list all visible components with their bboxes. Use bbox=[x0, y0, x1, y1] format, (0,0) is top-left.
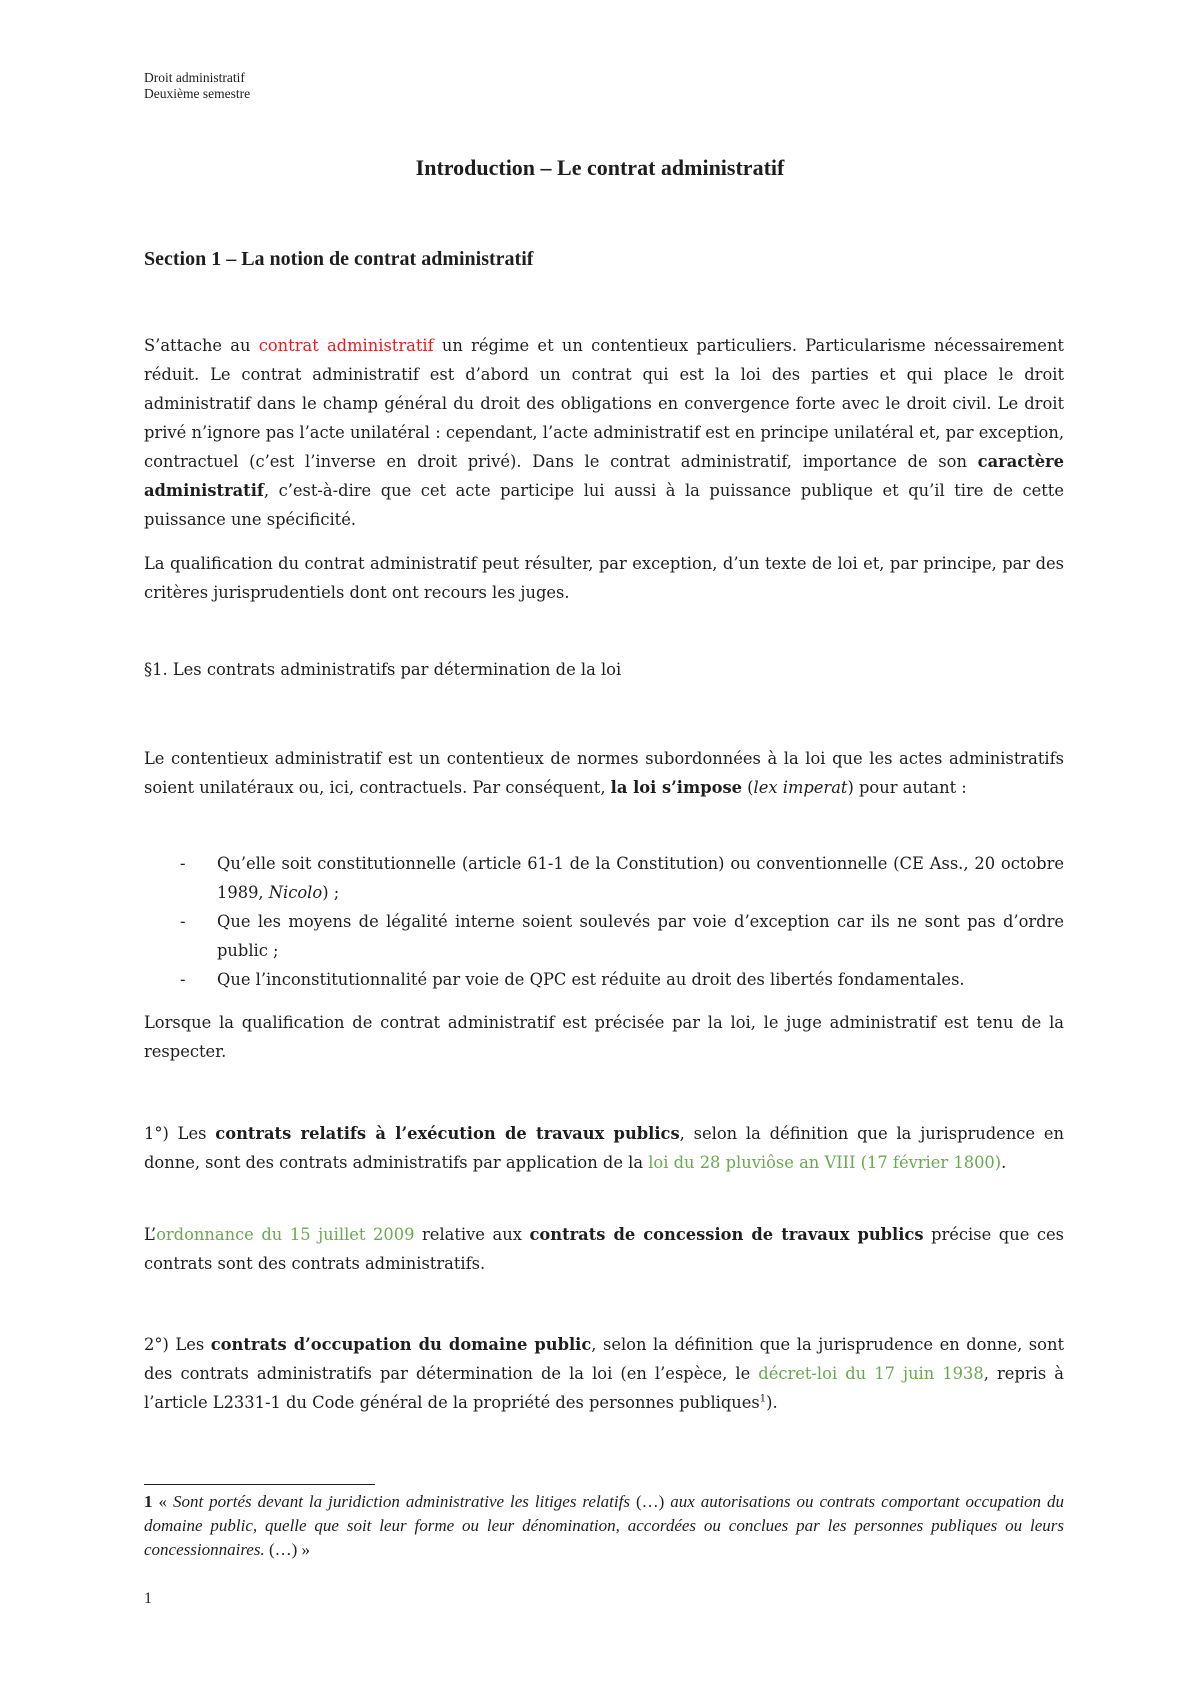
text-run: 1°) Les bbox=[144, 1124, 216, 1143]
text-run: , repris à l’article L2331-1 du Code général de la propriété des personnes publiques bbox=[144, 1364, 1064, 1412]
text-run: précise que ces contrats sont des contrats administratifs. bbox=[144, 1225, 1065, 1273]
paragraph-intro bbox=[144, 331, 1064, 534]
text-run: 2°) Les bbox=[144, 1335, 211, 1354]
document-title: Introduction – Le contrat administratif bbox=[415, 155, 785, 180]
paragraph-travaux-publics bbox=[144, 1119, 1064, 1177]
bold-term: la loi s’impose bbox=[610, 778, 742, 797]
bold-term: contrats d’occupation du domaine public bbox=[210, 1335, 592, 1354]
list-item bbox=[144, 907, 1064, 965]
text-run: un régime et un contentieux particuliers. Particularisme nécessairement réduit. Le contrat administratif est d’abord un contrat qui est la loi des parties et qui place le droit administratif dans le champ général du droit des obligations en convergence forte avec le droit civil. Le droit privé n’ignore pas l’acte unilatéral : cependant, l’acte administratif est en principe unilatéral et, par exception, contractuel (c’est l’inverse en droit privé). Dans le contrat administratif, importance de son bbox=[144, 336, 1064, 471]
text-run: relative aux bbox=[414, 1225, 530, 1244]
paragraph-qualification bbox=[144, 549, 1064, 607]
footnote-ref[interactable]: 1 bbox=[759, 1393, 767, 1405]
highlight-term: contrat administratif bbox=[258, 336, 434, 355]
text-run: ) pour autant : bbox=[847, 778, 967, 797]
header-course: Droit administratif bbox=[144, 70, 245, 85]
bold-term: caractère administratif bbox=[144, 452, 1064, 500]
bold-term: contrats relatifs à l’exécution de travaux publics bbox=[215, 1124, 680, 1143]
text-run: (…) bbox=[629, 1492, 671, 1511]
list-item bbox=[144, 849, 1064, 907]
text-run: Lorsque la qualification de contrat administratif est précisée par la loi, le juge administratif est tenu de la respecter. bbox=[144, 1013, 1064, 1061]
bullet-dash: - bbox=[180, 970, 186, 989]
document-header bbox=[144, 70, 250, 102]
footnote-number: 1 bbox=[144, 1492, 153, 1511]
text-run: Que l’inconstitutionnalité par voie de QPC est réduite au droit des libertés fondamentales. bbox=[217, 970, 965, 989]
bullet-list bbox=[144, 849, 1064, 994]
footnote bbox=[144, 1490, 1064, 1562]
paragraph-qualification-loi bbox=[144, 1008, 1064, 1066]
text-run: ). bbox=[766, 1393, 778, 1412]
paragraph-ordonnance bbox=[144, 1220, 1064, 1278]
text-run: ) ; bbox=[322, 883, 340, 902]
bullet-dash: - bbox=[180, 854, 186, 873]
paragraph-contentieux bbox=[144, 744, 1064, 802]
bullet-dash: - bbox=[180, 912, 186, 931]
text-run: . bbox=[1001, 1153, 1007, 1172]
footnote-separator bbox=[144, 1484, 375, 1485]
text-run: ( bbox=[742, 778, 754, 797]
text-run: S’attache au bbox=[144, 336, 259, 355]
text-run: L’ bbox=[144, 1225, 157, 1244]
header-semester: Deuxième semestre bbox=[144, 86, 251, 101]
footnote-quote: aux autorisations ou contrats comportant occupation du domaine public, quelle que soit leur forme ou leur dénomination, accordées ou conclues par les personnes publiques ou leurs concessionnaires. bbox=[144, 1492, 1065, 1559]
text-run: , c’est-à-dire que cet acte participe lui aussi à la puissance publique et qu’il tire de cette puissance une spécificité. bbox=[144, 481, 1064, 529]
bold-term: contrats de concession de travaux publics bbox=[529, 1225, 924, 1244]
legal-reference: ordonnance du 15 juillet 2009 bbox=[156, 1225, 415, 1244]
italic-term: Nicolo bbox=[268, 883, 323, 902]
text-run: « bbox=[152, 1492, 173, 1511]
page-number: 1 bbox=[144, 1590, 152, 1607]
text-run: , selon la définition que la jurisprudence en donne, sont des contrats administratifs par application de la bbox=[144, 1124, 1064, 1172]
text-run: La qualification du contrat administratif peut résulter, par exception, d’un texte de loi et, par principe, par des critères jurisprudentiels dont ont recours les juges. bbox=[144, 554, 1064, 602]
text-run: Que les moyens de légalité interne soient soulevés par voie d’exception car ils ne sont pas d’ordre public ; bbox=[217, 912, 1064, 960]
paragraph-domaine-public bbox=[144, 1330, 1064, 1417]
footnote-quote: Sont portés devant la juridiction administrative les litiges relatifs bbox=[172, 1492, 630, 1511]
text-run: , selon la définition que la jurisprudence en donne, sont des contrats administratifs par détermination de la loi (en l’espèce, le bbox=[144, 1335, 1064, 1383]
section-title: Section 1 – La notion de contrat administratif bbox=[144, 248, 534, 270]
legal-reference: loi du 28 pluviôse an VIII (17 février 1800) bbox=[648, 1153, 1002, 1172]
list-item bbox=[144, 965, 1064, 994]
italic-term: lex imperat bbox=[753, 778, 848, 797]
text-run: Qu’elle soit constitutionnelle (article 61-1 de la Constitution) ou conventionnelle (CE Ass., 20 octobre 1989, bbox=[217, 854, 1064, 902]
text-run: (…) » bbox=[264, 1540, 311, 1559]
legal-reference: décret-loi du 17 juin 1938 bbox=[758, 1364, 984, 1383]
text-run: Le contentieux administratif est un contentieux de normes subordonnées à la loi que les actes administratifs soient unilatéraux ou, ici, contractuels. Par conséquent, bbox=[144, 749, 1064, 797]
subsection-heading: §1. Les contrats administratifs par détermination de la loi bbox=[144, 660, 622, 679]
